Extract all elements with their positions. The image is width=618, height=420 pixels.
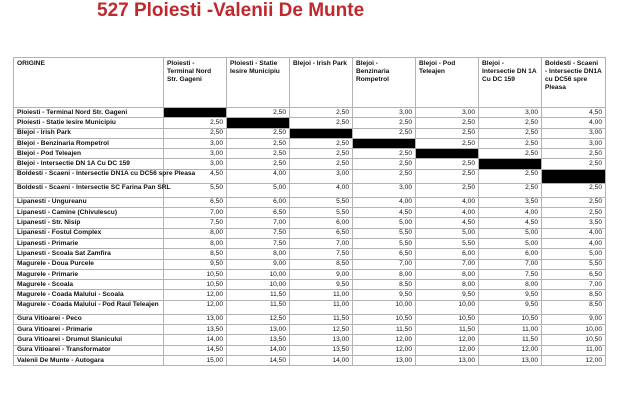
fare-cell: 2,50 (290, 138, 353, 148)
fare-cell: 2,50 (227, 138, 290, 148)
table-row (14, 149, 606, 159)
fare-cell: 13,00 (227, 325, 290, 335)
fare-cell: 8,00 (416, 280, 479, 290)
same-stop-cell (290, 128, 353, 138)
fare-cell: 2,50 (353, 118, 416, 128)
fare-cell: 8,50 (164, 249, 227, 259)
fare-cell: 13,00 (353, 355, 416, 365)
row-origin-label: Lipanesti - Scoala Sat Zamfira (14, 249, 164, 259)
table-row (14, 218, 606, 228)
fare-cell: 2,50 (479, 128, 542, 138)
same-stop-cell (416, 149, 479, 159)
fare-cell: 7,00 (353, 259, 416, 269)
fare-cell: 2,50 (290, 159, 353, 169)
fare-cell: 12,00 (416, 335, 479, 345)
fare-cell: 8,50 (542, 290, 606, 300)
fare-cell: 12,00 (164, 300, 227, 314)
fare-cell: 7,00 (227, 218, 290, 228)
fare-cell: 12,00 (542, 355, 606, 365)
fare-cell: 13,00 (416, 355, 479, 365)
fare-cell: 14,50 (227, 355, 290, 365)
fare-cell: 3,00 (353, 183, 416, 197)
fare-cell: 11,50 (227, 300, 290, 314)
column-header-stop: Blejoi - Irish Park (290, 58, 353, 108)
fare-cell: 2,50 (353, 128, 416, 138)
column-header-stop: Ploiesti - Terminal Nord Str. Gageni (164, 58, 227, 108)
table-row (14, 269, 606, 279)
fare-cell: 10,00 (542, 325, 606, 335)
fare-cell: 2,50 (416, 159, 479, 169)
fare-cell: 6,50 (353, 249, 416, 259)
row-origin-label: Magurele - Primarie (14, 269, 164, 279)
fare-cell: 4,00 (416, 208, 479, 218)
table-row (14, 183, 606, 197)
column-header-stop: Ploiesti - Statie Iesire Municipiu (227, 58, 290, 108)
fare-cell: 6,50 (542, 269, 606, 279)
table-row (14, 197, 606, 207)
fare-cell: 2,50 (227, 159, 290, 169)
fare-cell: 2,50 (542, 183, 606, 197)
fare-cell: 2,50 (290, 108, 353, 118)
table-row (14, 335, 606, 345)
fare-cell: 2,50 (353, 149, 416, 159)
row-origin-label: Magurele - Doua Purcele (14, 259, 164, 269)
page-title: 527 Ploiesti -Valenii De Munte (97, 0, 365, 21)
fare-cell: 13,00 (290, 335, 353, 345)
row-origin-label: Lipanesti - Primarie (14, 238, 164, 248)
fare-cell: 4,50 (479, 218, 542, 228)
column-header-stop: Boldesti - Scaeni - Intersectie DN1A cu DC56 spre Pleasa (542, 58, 606, 108)
fare-cell: 9,50 (479, 290, 542, 300)
row-origin-label: Gura Vitioarei - Transformator (14, 345, 164, 355)
fare-cell: 12,00 (164, 290, 227, 300)
row-origin-label: Blejoi - Intersectie DN 1A Cu DC 159 (14, 159, 164, 169)
fare-cell: 4,00 (542, 228, 606, 238)
fare-cell: 5,00 (227, 183, 290, 197)
fare-cell: 3,00 (542, 128, 606, 138)
fare-cell: 9,50 (290, 280, 353, 290)
table-row (14, 249, 606, 259)
fare-cell: 8,00 (164, 238, 227, 248)
table-row (14, 345, 606, 355)
fare-cell: 12,00 (479, 345, 542, 355)
fare-cell: 7,50 (164, 218, 227, 228)
fare-cell: 4,50 (164, 169, 227, 183)
fare-cell: 6,50 (290, 228, 353, 238)
fare-cell: 10,00 (227, 280, 290, 290)
fare-cell: 2,50 (479, 138, 542, 148)
same-stop-cell (227, 118, 290, 128)
fare-cell: 13,50 (227, 335, 290, 345)
fare-cell: 6,00 (416, 249, 479, 259)
fare-cell: 4,00 (542, 238, 606, 248)
fare-cell: 5,00 (479, 228, 542, 238)
fare-cell: 2,50 (479, 118, 542, 128)
fare-cell: 3,00 (290, 169, 353, 183)
fare-cell: 5,00 (542, 249, 606, 259)
column-header-stop: Blejoi - Benzinaria Rompetrol (353, 58, 416, 108)
row-origin-label: Lipanesti - Ungureanu (14, 197, 164, 207)
fare-cell: 2,50 (353, 159, 416, 169)
table-row (14, 128, 606, 138)
fare-cell: 2,50 (353, 169, 416, 183)
fare-cell: 10,00 (353, 300, 416, 314)
fare-cell: 2,50 (227, 149, 290, 159)
fare-cell: 2,50 (290, 149, 353, 159)
row-origin-label: Lipanesti - Fostul Complex (14, 228, 164, 238)
fare-cell: 12,00 (416, 345, 479, 355)
column-header-stop: Blejoi - Intersectie DN 1A Cu DC 159 (479, 58, 542, 108)
fare-cell: 3,00 (164, 138, 227, 148)
fare-cell: 7,50 (479, 269, 542, 279)
fare-cell: 4,00 (416, 197, 479, 207)
fare-cell: 7,00 (542, 280, 606, 290)
row-origin-label: Valenii De Munte - Autogara (14, 355, 164, 365)
fare-cell: 4,50 (353, 208, 416, 218)
fare-cell: 5,50 (353, 228, 416, 238)
row-origin-label: Blejoi - Pod Teleajen (14, 149, 164, 159)
fare-cell: 10,50 (542, 335, 606, 345)
fare-cell: 7,00 (164, 208, 227, 218)
fare-cell: 2,50 (416, 138, 479, 148)
fare-cell: 13,50 (290, 345, 353, 355)
row-origin-label: Lipanesti - Str. Nisip (14, 218, 164, 228)
fare-cell: 5,50 (164, 183, 227, 197)
table-row (14, 280, 606, 290)
table-row (14, 238, 606, 248)
fare-cell: 2,50 (416, 183, 479, 197)
fare-cell: 3,00 (542, 138, 606, 148)
fare-cell: 5,50 (290, 208, 353, 218)
table-row (14, 138, 606, 148)
fare-cell: 9,50 (353, 290, 416, 300)
fare-cell: 10,50 (164, 269, 227, 279)
fare-cell: 8,00 (164, 228, 227, 238)
fare-cell: 6,50 (227, 208, 290, 218)
row-origin-label: Gura Vitioarei - Peco (14, 314, 164, 324)
fare-cell: 11,50 (290, 314, 353, 324)
fare-cell: 11,50 (416, 325, 479, 335)
fare-cell: 4,00 (290, 183, 353, 197)
same-stop-cell (479, 159, 542, 169)
fare-cell: 14,00 (290, 355, 353, 365)
fare-cell: 13,00 (479, 355, 542, 365)
fare-cell: 3,50 (479, 197, 542, 207)
fare-cell: 3,00 (353, 108, 416, 118)
table-row (14, 208, 606, 218)
fare-cell: 10,50 (164, 280, 227, 290)
fare-cell: 11,00 (542, 345, 606, 355)
fare-cell: 11,00 (290, 290, 353, 300)
fare-cell: 9,50 (416, 290, 479, 300)
row-origin-label: Boldesti - Scaeni - Intersectie DN1A cu DC56 spre Pleasa (14, 169, 164, 183)
table-row (14, 169, 606, 183)
fare-cell: 8,00 (416, 269, 479, 279)
row-origin-label: Gura Vitioarei - Drumul Slanicului (14, 335, 164, 345)
fare-cell: 3,00 (164, 149, 227, 159)
fare-cell: 2,50 (542, 208, 606, 218)
fare-cell: 4,00 (227, 169, 290, 183)
row-origin-label: Blejoi - Irish Park (14, 128, 164, 138)
fare-cell: 10,50 (353, 314, 416, 324)
fare-cell: 5,50 (290, 197, 353, 207)
row-origin-label: Ploiesti - Terminal Nord Str. Gageni (14, 108, 164, 118)
fare-cell: 5,00 (416, 228, 479, 238)
fare-cell: 2,50 (479, 183, 542, 197)
table-row (14, 159, 606, 169)
row-origin-label: Boldesti - Scaeni - Intersectie SC Farina Pan SRL (14, 183, 164, 197)
fare-cell: 10,50 (479, 314, 542, 324)
fare-cell: 3,00 (164, 159, 227, 169)
fare-cell: 9,00 (542, 314, 606, 324)
fare-cell: 8,00 (479, 280, 542, 290)
fare-cell: 7,50 (227, 228, 290, 238)
fare-cell: 15,00 (164, 355, 227, 365)
fare-cell: 8,50 (542, 300, 606, 314)
fare-cell: 4,50 (416, 218, 479, 228)
fare-cell: 12,00 (353, 335, 416, 345)
row-origin-label: Magurele - Scoala (14, 280, 164, 290)
fare-cell: 7,50 (290, 249, 353, 259)
row-origin-label: Magurele - Coada Malului - Pod Raul Teleajen (14, 300, 164, 314)
fare-cell: 5,50 (542, 259, 606, 269)
fare-cell: 2,50 (164, 118, 227, 128)
fare-cell: 8,00 (227, 249, 290, 259)
fare-cell: 7,00 (416, 259, 479, 269)
column-header-origin: ORIGINE (14, 58, 164, 108)
row-origin-label: Magurele - Coada Malului - Scoala (14, 290, 164, 300)
row-origin-label: Ploiesti - Statie Iesire Municipiu (14, 118, 164, 128)
fare-cell: 5,00 (353, 218, 416, 228)
fare-cell: 9,00 (290, 269, 353, 279)
fare-cell: 2,50 (227, 108, 290, 118)
fare-cell: 14,00 (227, 345, 290, 355)
fare-cell: 2,50 (479, 149, 542, 159)
fare-cell: 14,50 (164, 345, 227, 355)
fare-cell: 12,50 (227, 314, 290, 324)
table-header-row (14, 58, 606, 108)
fare-cell: 5,50 (353, 238, 416, 248)
same-stop-cell (542, 169, 606, 183)
fare-cell: 7,00 (479, 259, 542, 269)
fare-cell: 6,00 (479, 249, 542, 259)
table-row (14, 300, 606, 314)
fare-cell: 10,50 (416, 314, 479, 324)
fare-cell: 2,50 (227, 128, 290, 138)
table-row (14, 259, 606, 269)
fare-cell: 2,50 (290, 118, 353, 128)
fare-cell: 2,50 (542, 159, 606, 169)
fare-cell: 11,50 (353, 325, 416, 335)
row-origin-label: Lipanesti - Camine (Chivulescu) (14, 208, 164, 218)
same-stop-cell (164, 108, 227, 118)
fare-cell: 11,00 (290, 300, 353, 314)
fare-cell: 14,00 (164, 335, 227, 345)
fare-cell: 3,00 (416, 108, 479, 118)
table-row (14, 325, 606, 335)
table-row (14, 118, 606, 128)
fare-cell: 8,50 (290, 259, 353, 269)
fare-cell: 6,50 (164, 197, 227, 207)
fare-cell: 2,50 (416, 169, 479, 183)
fare-cell: 8,00 (353, 269, 416, 279)
fare-cell: 9,00 (227, 259, 290, 269)
table-row (14, 314, 606, 324)
fare-cell: 11,00 (479, 325, 542, 335)
fare-cell: 4,00 (479, 208, 542, 218)
table-row (14, 290, 606, 300)
fare-cell: 13,00 (164, 314, 227, 324)
column-header-stop: Blejoi - Pod Teleajen (416, 58, 479, 108)
fare-cell: 3,50 (542, 218, 606, 228)
fare-cell: 6,00 (290, 218, 353, 228)
row-origin-label: Gura Vitioarei - Primarie (14, 325, 164, 335)
fare-cell: 11,50 (479, 335, 542, 345)
fare-cell: 9,50 (164, 259, 227, 269)
row-origin-label: Blejoi - Benzinaria Rompetrol (14, 138, 164, 148)
fare-cell: 6,00 (227, 197, 290, 207)
fare-cell: 3,00 (479, 108, 542, 118)
fare-cell: 11,50 (227, 290, 290, 300)
fare-cell: 13,50 (164, 325, 227, 335)
fare-cell: 12,00 (353, 345, 416, 355)
table-row (14, 355, 606, 365)
fare-cell: 2,50 (164, 128, 227, 138)
fare-cell: 5,00 (479, 238, 542, 248)
fare-cell: 2,50 (542, 149, 606, 159)
fare-cell: 4,00 (542, 118, 606, 128)
fare-cell: 7,50 (227, 238, 290, 248)
table-body (14, 108, 606, 366)
table-row (14, 228, 606, 238)
fare-cell: 12,50 (290, 325, 353, 335)
fare-cell: 10,00 (416, 300, 479, 314)
fare-cell: 4,00 (353, 197, 416, 207)
fare-cell: 2,50 (416, 118, 479, 128)
fare-table (13, 57, 606, 366)
fare-cell: 7,00 (290, 238, 353, 248)
fare-cell: 10,00 (227, 269, 290, 279)
fare-cell: 5,50 (416, 238, 479, 248)
fare-cell: 2,50 (416, 128, 479, 138)
fare-cell: 4,50 (542, 108, 606, 118)
fare-cell: 2,50 (542, 197, 606, 207)
fare-cell: 9,50 (479, 300, 542, 314)
same-stop-cell (353, 138, 416, 148)
fare-cell: 2,50 (479, 169, 542, 183)
fare-cell: 8,50 (353, 280, 416, 290)
table-row (14, 108, 606, 118)
